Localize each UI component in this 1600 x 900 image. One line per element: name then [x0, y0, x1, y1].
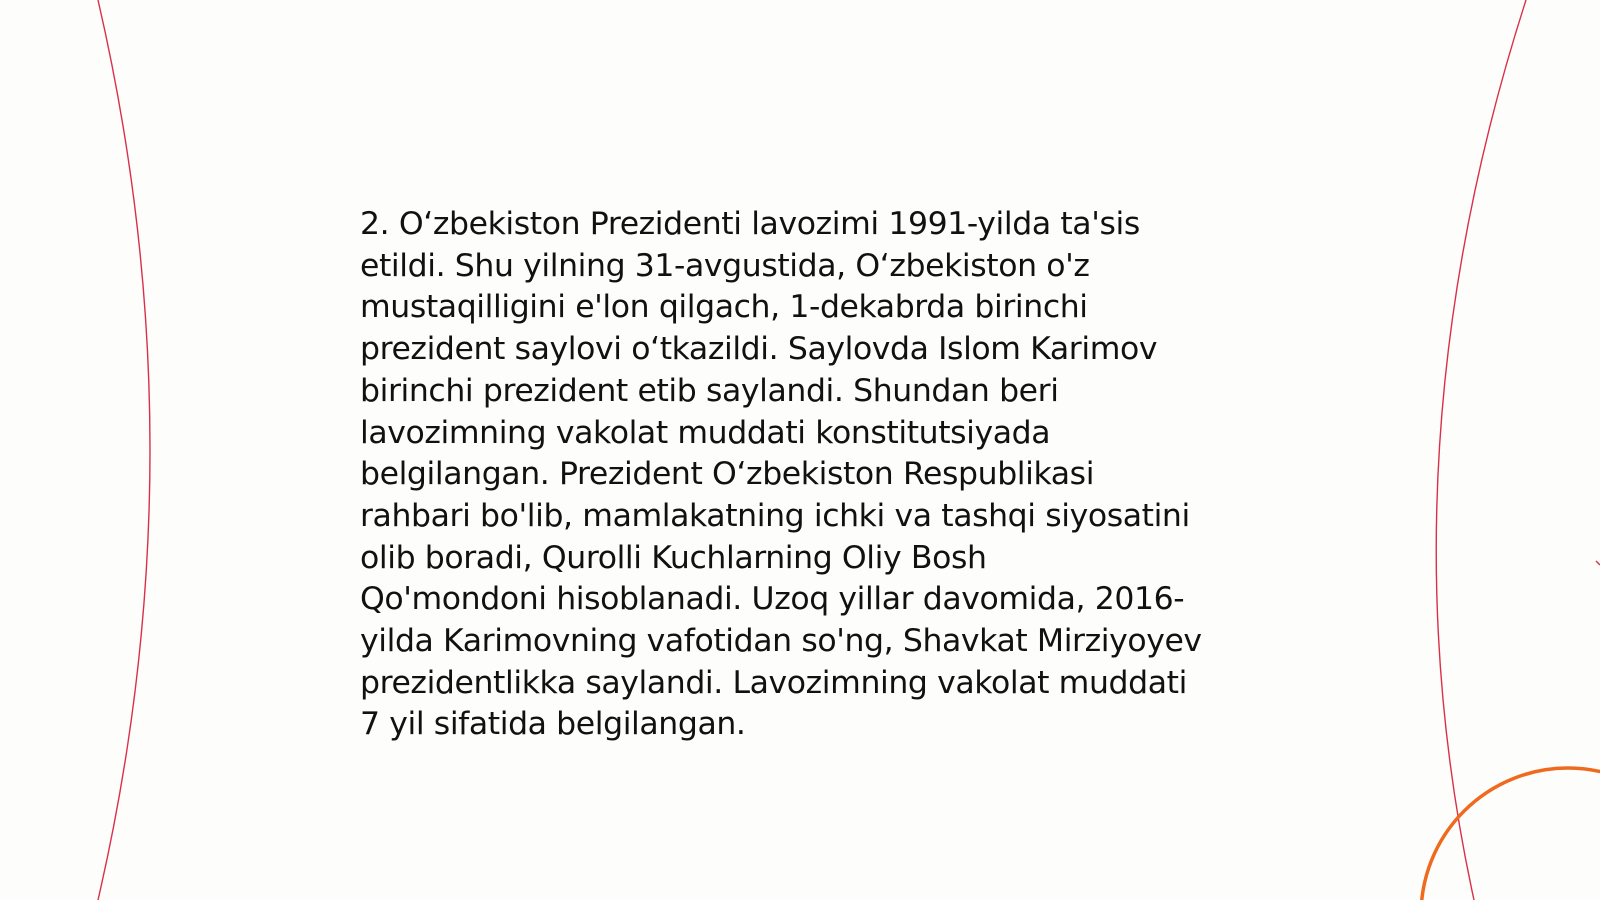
right-edge-tick-mark: [1596, 561, 1600, 565]
right-curve-line: [1436, 0, 1526, 900]
orange-circle-decoration: [1421, 768, 1600, 900]
left-curve-line: [98, 0, 150, 900]
slide-body-text: 2. O‘zbekiston Prezidenti lavozimi 1991-yilda ta'sis etildi. Shu yilning 31-avgustida, O‘zbekiston o'z mustaqilligini e'lon qilgach, 1-dekabrda birinchi prezident saylovi o‘tkazildi. Saylovda Islom Karimov birinchi prezident etib saylandi. Shundan beri lavozimning vakolat muddati konstitutsiyada belgilangan. Prezident O‘zbekiston Respublikasi rahbari bo'lib, mamlakatning ichki va tashqi siyosatini olib boradi, Qurolli Kuchlarning Oliy Bosh Qo'mondoni hisoblanadi. Uzoq yillar davomida, 2016- yilda Karimovning vafotidan so'ng, Shavkat Mirziyoyev prezidentlikka saylandi. Lavozimning vakolat muddati 7 yil sifatida belgilangan.: [360, 206, 1202, 743]
